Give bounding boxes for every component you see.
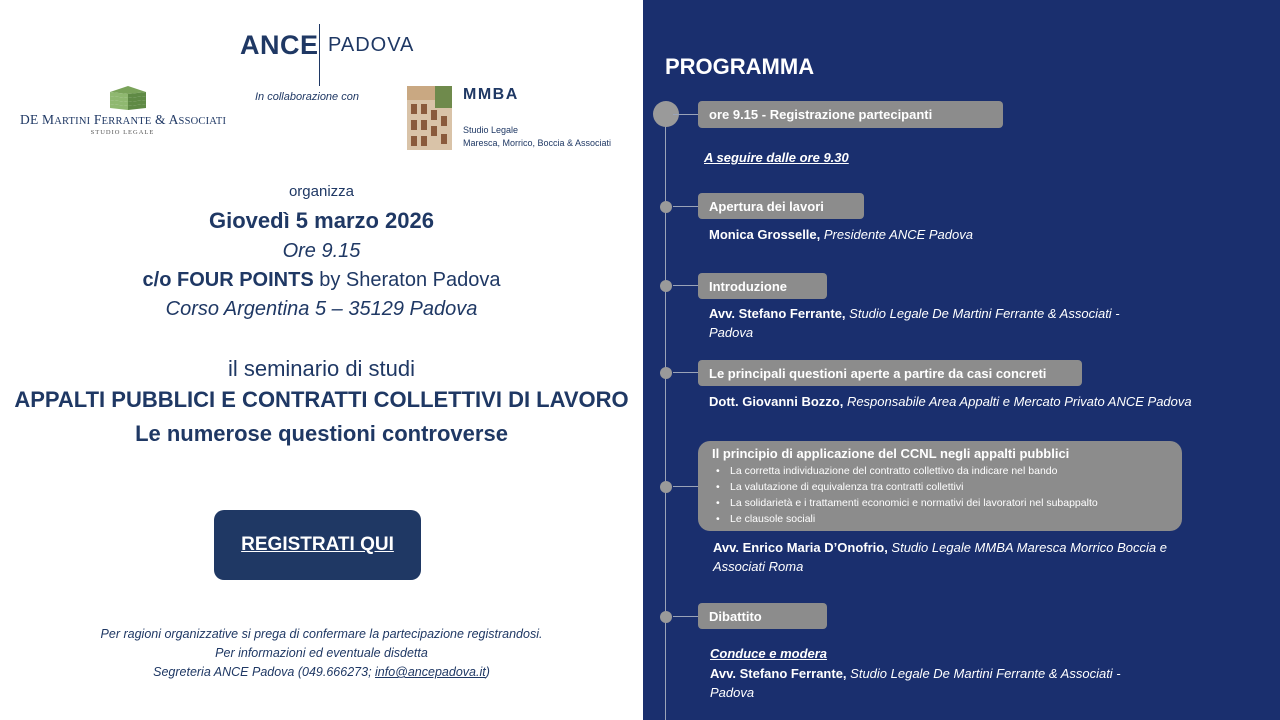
mmba-studio-legale: Studio Legale [463, 125, 519, 135]
timeline-dot [660, 201, 672, 213]
seminar-title: APPALTI PUBBLICI E CONTRATTI COLLETTIVI DI LAVORO [14, 387, 629, 412]
speaker-ferrante-moderator: Avv. Stefano Ferrante, Studio Legale De Martini Ferrante & Associati - Padova [710, 666, 1121, 700]
agenda-item-ccnl [698, 441, 1182, 531]
event-time: Ore 9.15 [282, 240, 361, 262]
speaker-donofrio: Avv. Enrico Maria D’Onofrio, Studio Legale MMBA Maresca Morrico Boccia e Associati Roma [713, 540, 1167, 574]
timeline-connector [673, 486, 699, 487]
agenda-item-dibattito: Dibattito [698, 603, 827, 629]
list-item: • Le clausole sociali [712, 511, 1168, 527]
speaker-ferrante: Avv. Stefano Ferrante, Studio Legale De Martini Ferrante & Associati - Padova [709, 306, 1120, 340]
event-date: Giovedì 5 marzo 2026 [209, 208, 434, 233]
register-button-label: REGISTRATI QUI [241, 534, 394, 555]
conduce-modera-text: Conduce e modera [710, 646, 828, 661]
de-martini-subtitle: STUDIO LEGALE [90, 129, 155, 136]
mmba-partners: Maresca, Morrico, Boccia & Associati [463, 138, 612, 148]
ccnl-bullet-list [712, 463, 1168, 527]
a-seguire-text: A seguire dalle ore 9.30 [704, 150, 849, 165]
footer-line-2: Per informazioni ed eventuale disdetta [215, 646, 428, 660]
de-martini-name: DE MARTINI FERRANTE & ASSOCIATI [20, 112, 227, 127]
timeline-connector [673, 616, 699, 617]
event-venue: c/o FOUR POINTS by Sheraton Padova [142, 269, 501, 291]
timeline-connector [673, 285, 699, 286]
speaker-grosselle: Monica Grosselle, Presidente ANCE Padova [709, 227, 973, 242]
timeline-connector [673, 372, 699, 373]
mmba-logo [407, 84, 632, 154]
register-button[interactable] [214, 510, 421, 580]
footer-line-1: Per ragioni organizzative si prega di confermare la partecipazione registrandosi. [100, 627, 543, 641]
list-item: • La solidarietà e i trattamenti economici e normativi dei lavoratori nel subappalto [712, 495, 1168, 511]
agenda-item-apertura: Apertura dei lavori [698, 193, 864, 219]
building-photo-icon [407, 86, 452, 150]
timeline-connector [673, 114, 699, 115]
timeline-dot [660, 280, 672, 292]
ance-padova-logo [240, 24, 415, 86]
list-item: • La valutazione di equivalenza tra contratti collettivi [712, 479, 1168, 495]
list-item: • La corretta individuazione del contratto collettivo da indicare nel bando [712, 463, 1168, 479]
seminar-intro: il seminario di studi [227, 356, 416, 381]
footer-line-3: Segreteria ANCE Padova (049.666273; info@ancepadova.it) [153, 665, 490, 679]
agenda-item-questioni: Le principali questioni aperte a partire da casi concreti [698, 360, 1082, 386]
email-link[interactable]: info@ancepadova.it [375, 665, 486, 679]
timeline-dot [660, 611, 672, 623]
mmba-logo-text: MMBA [463, 86, 519, 103]
collaboration-text: In collaborazione con [255, 91, 359, 103]
programma-panel [643, 0, 1280, 720]
organizza-text: organizza [288, 183, 355, 200]
padova-logo-text: PADOVA [328, 34, 415, 56]
timeline-dot [660, 481, 672, 493]
programma-title: PROGRAMMA [665, 54, 815, 79]
agenda-item-introduzione: Introduzione [698, 273, 827, 299]
building-icon [108, 84, 148, 112]
registration-pill: ore 9.15 - Registrazione partecipanti [698, 101, 1003, 128]
timeline-dot [660, 367, 672, 379]
logo-separator [319, 24, 320, 86]
speaker-bozzo: Dott. Giovanni Bozzo, Responsabile Area Appalti e Mercato Privato ANCE Padova [709, 394, 1192, 409]
de-martini-logo [20, 84, 225, 142]
seminar-subtitle: Le numerose questioni controverse [135, 421, 508, 446]
ccnl-title: Il principio di applicazione del CCNL negli appalti pubblici [712, 446, 1070, 461]
ance-logo-text: ANCE [240, 30, 319, 60]
event-address: Corso Argentina 5 – 35129 Padova [165, 298, 478, 320]
timeline-connector [673, 206, 699, 207]
